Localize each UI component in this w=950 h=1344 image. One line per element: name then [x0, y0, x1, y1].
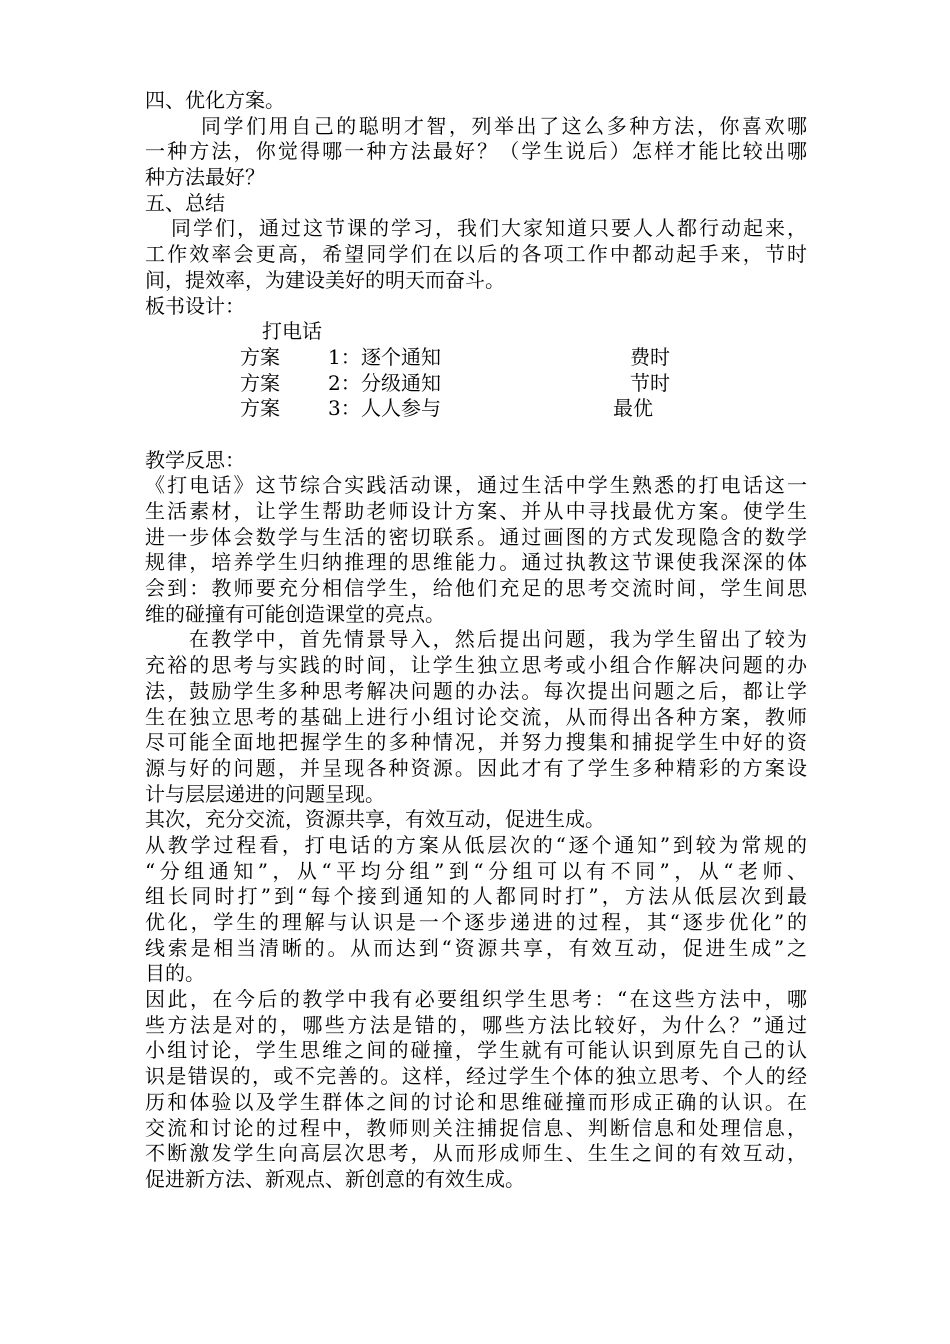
reflection-line: 优化，学生的理解与认识是一个逐步递进的过程，其“逐步优化”的 — [145, 910, 807, 934]
reflection-line: 维的碰撞有可能创造课堂的亮点。 — [145, 601, 445, 626]
board-row-method: 逐个通知 — [361, 344, 441, 369]
board-row-result: 最优 — [613, 396, 653, 421]
reflection-line: 源与好的问题，并呈现各种资源。因此才有了学生多种精彩的方案设 — [145, 755, 807, 780]
reflection-line: 生在独立思考的基础上进行小组讨论交流，从而得出各种方案，教师 — [145, 704, 807, 729]
section4-line: 同学们用自己的聪明才智，列举出了这么多种方法，你喜欢哪 — [201, 113, 807, 138]
reflection-line: 目的。 — [145, 961, 205, 986]
reflection-line: 识是错误的，或不完善的。这样，经过学生个体的独立思考、个人的经 — [145, 1064, 807, 1089]
board-row-label: 方案 — [240, 396, 280, 421]
reflection-line: 历和体验以及学生群体之间的讨论和思维碰撞而形成正确的认识。在 — [145, 1089, 807, 1114]
reflection-line: “分组通知”，从“平均分组”到“分组可以有不同”，从“老师、 — [145, 858, 807, 883]
blank-line — [145, 422, 807, 448]
board-row-result: 费时 — [630, 344, 670, 369]
board-title-row — [145, 319, 807, 345]
board-row-method: 人人参与 — [361, 396, 441, 421]
reflection-line: 其次，充分交流，资源共享，有效互动，促进生成。 — [145, 807, 605, 832]
reflection-line: 《打电话》这节综合实践活动课，通过生活中学生熟悉的打电话这一 — [145, 473, 807, 498]
reflection-line: 在教学中，首先情景导入，然后提出问题，我为学生留出了较为 — [189, 627, 807, 652]
section4-line: 一种方法，你觉得哪一种方法最好？（学生说后）怎样才能比较出哪 — [145, 139, 807, 164]
reflection-line: 交流和讨论的过程中，教师则关注捕捉信息、判断信息和处理信息， — [145, 1115, 807, 1140]
reflection-line: 规律，培养学生归纳推理的思维能力。通过执教这节课使我深深的体 — [145, 550, 807, 575]
section4-heading: 四、优化方案。 — [145, 88, 285, 112]
board-row-method: 分级通知 — [361, 370, 441, 395]
section5-line: 同学们，通过这节课的学习，我们大家知道只要人人都行动起来， — [171, 216, 807, 241]
reflection-line: 充裕的思考与实践的时间，让学生独立思考或小组合作解决问题的办 — [145, 653, 807, 678]
board-row — [145, 345, 807, 371]
reflection-line: 法，鼓励学生多种思考解决问题的办法。每次提出问题之后，都让学 — [145, 678, 807, 703]
reflection-line: 小组讨论，学生思维之间的碰撞，学生就有可能认识到原先自己的认 — [145, 1038, 807, 1063]
reflection-line: 从教学过程看，打电话的方案从低层次的“逐个通知”到较为常规的 — [145, 832, 807, 857]
reflection-line: 生活素材，让学生帮助老师设计方案、并从中寻找最优方案。使学生 — [145, 499, 807, 523]
board-heading: 板书设计： — [145, 293, 245, 318]
board-row-number: 3： — [328, 396, 361, 421]
reflection-line: 因此，在今后的教学中我有必要组织学生思考：“在这些方法中，哪 — [145, 987, 807, 1012]
board-row-result: 节时 — [630, 370, 670, 395]
reflection-heading: 教学反思： — [145, 447, 245, 472]
document-page — [145, 88, 807, 1193]
board-title: 打电话 — [262, 319, 322, 344]
board-row-number: 2： — [328, 370, 361, 395]
board-row-label: 方案 — [240, 370, 280, 395]
reflection-line: 不断激发学生向高层次思考，从而形成师生、生生之间的有效互动， — [145, 1141, 807, 1166]
section5-line: 工作效率会更高，希望同学们在以后的各项工作中都动起手来，节时 — [145, 242, 807, 267]
board-row — [145, 396, 807, 422]
board-row-number: 1： — [328, 344, 361, 369]
board-row — [145, 371, 807, 397]
section5-heading: 五、总结 — [145, 190, 225, 215]
reflection-line: 些方法是对的，哪些方法是错的，哪些方法比较好，为什么？”通过 — [145, 1012, 807, 1037]
board-row-label: 方案 — [240, 344, 280, 369]
reflection-line: 促进新方法、新观点、新创意的有效生成。 — [145, 1166, 525, 1191]
section4-line: 种方法最好？ — [145, 165, 265, 190]
reflection-line: 组长同时打”到“每个接到通知的人都同时打”，方法从低层次到最 — [145, 884, 807, 909]
reflection-line: 线索是相当清晰的。从而达到“资源共享，有效互动，促进生成”之 — [145, 935, 807, 960]
reflection-line: 计与层层递进的问题呈现。 — [145, 781, 385, 806]
reflection-line: 进一步体会数学与生活的密切联系。通过画图的方式发现隐含的数学 — [145, 524, 807, 549]
section5-line: 间，提效率，为建设美好的明天而奋斗。 — [145, 267, 505, 292]
reflection-line: 尽可能全面地把握学生的多种情况，并努力搜集和捕捉学生中好的资 — [145, 730, 807, 755]
reflection-line: 会到：教师要充分相信学生，给他们充足的思考交流时间，学生间思 — [145, 576, 807, 601]
